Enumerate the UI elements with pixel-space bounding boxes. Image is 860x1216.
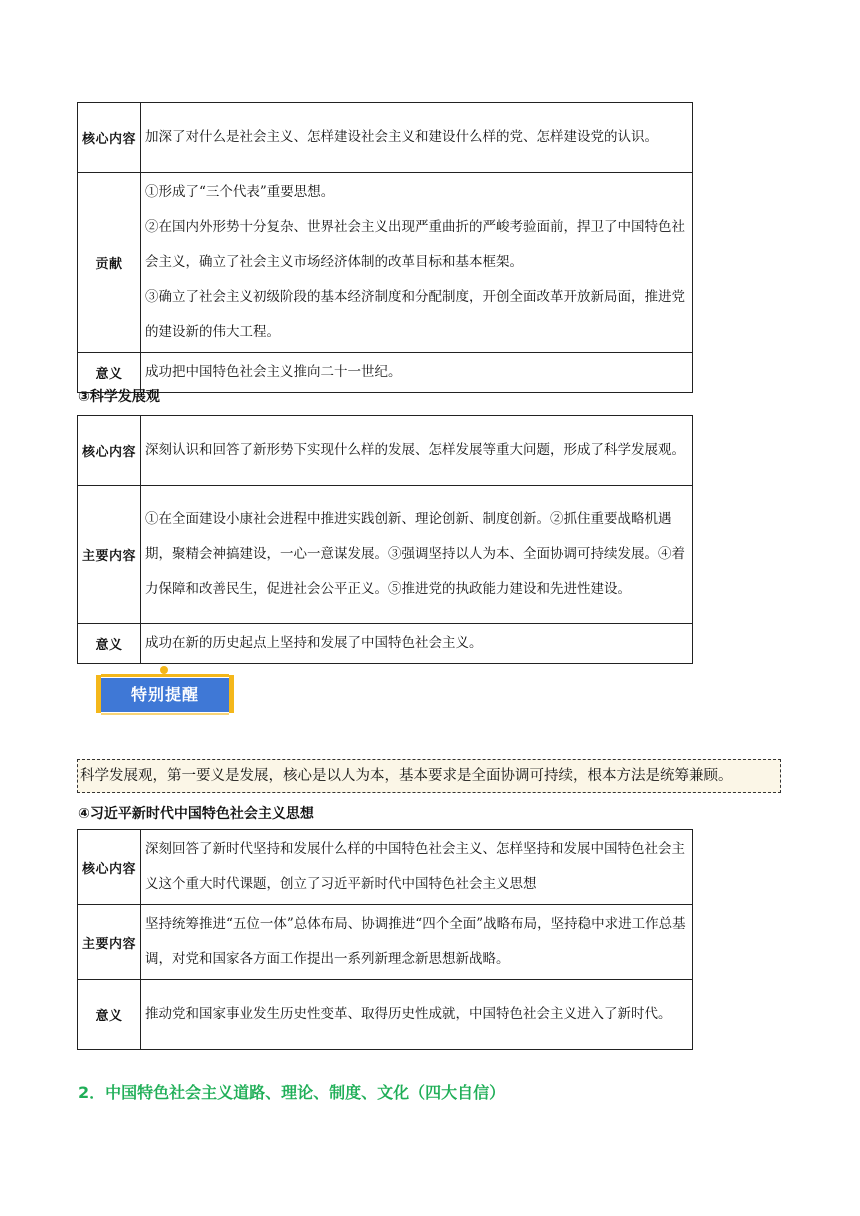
row-content: [141, 980, 693, 1050]
badge-dot: [160, 666, 168, 674]
row-content: [141, 830, 693, 905]
table-row: [78, 980, 693, 1050]
content-line: 坚持统筹推进“五位一体”总体布局、协调推进“四个全面”战略布局，坚持稳中求进工作总基调，对党和国家各方面工作提出一系列新理念新思想新战略。: [145, 916, 686, 967]
content-line: ①形成了“三个代表”重要思想。: [145, 184, 335, 200]
row-label: 意义: [78, 980, 141, 1050]
reminder-note: 科学发展观，第一要义是发展，核心是以人为本，基本要求是全面协调可持续，根本方法是统筹兼顾。: [77, 759, 781, 793]
content-line: ①在全面建设小康社会进程中推进实践创新、理论创新、制度创新。②抓住重要战略机遇期，聚精会神搞建设，一心一意谋发展。③强调坚持以人为本、全面协调可持续发展。④着力保障和改善民生，促进社会公平正义。⑤推进党的执政能力建设和先进性建设。: [145, 511, 685, 597]
section-heading-four-confidences: 2．中国特色社会主义道路、理论、制度、文化（四大自信）: [78, 1083, 506, 1102]
row-content: [141, 103, 693, 173]
row-label: 主要内容: [78, 905, 141, 980]
row-content: [141, 416, 693, 486]
row-label: 主要内容: [78, 486, 141, 624]
content-line: 深刻认识和回答了新形势下实现什么样的发展、怎样发展等重大问题，形成了科学发展观。: [145, 442, 685, 458]
row-content: [141, 624, 693, 664]
row-label: 核心内容: [78, 830, 141, 905]
table-row: [78, 486, 693, 624]
special-reminder-badge: [96, 666, 236, 720]
row-label: 意义: [78, 353, 141, 393]
badge-frame-bottom: [101, 713, 229, 715]
badge-frame-top: [101, 674, 229, 677]
content-line: ③确立了社会主义初级阶段的基本经济制度和分配制度，开创全面改革开放新局面，推进党的建设新的伟大工程。: [145, 289, 685, 340]
content-line: 成功在新的历史起点上坚持和发展了中国特色社会主义。: [145, 635, 483, 651]
content-line: 成功把中国特色社会主义推向二十一世纪。: [145, 364, 402, 380]
table-row: [78, 353, 693, 393]
table-row: [78, 905, 693, 980]
table-row: [78, 173, 693, 353]
badge-frame-right: [229, 675, 234, 713]
row-content: [141, 353, 693, 393]
row-label: 意义: [78, 624, 141, 664]
content-line: 深刻回答了新时代坚持和发展什么样的中国特色社会主义、怎样坚持和发展中国特色社会主义这个重大时代课题，创立了习近平新时代中国特色社会主义思想: [145, 841, 685, 892]
table-scientific-outlook: [77, 415, 693, 664]
badge-label: 特别提醒: [101, 678, 229, 712]
table-xi-thought: [77, 829, 693, 1050]
section-heading-xi-thought: ④习近平新时代中国特色社会主义思想: [78, 806, 314, 822]
content-line: 加深了对什么是社会主义、怎样建设社会主义和建设什么样的党、怎样建设党的认识。: [145, 129, 658, 145]
table-deng-three-represents: [77, 102, 693, 393]
content-line: 推动党和国家事业发生历史性变革、取得历史性成就，中国特色社会主义进入了新时代。: [145, 1006, 672, 1022]
content-line: ②在国内外形势十分复杂、世界社会主义出现严重曲折的严峻考验面前，捍卫了中国特色社会主义，确立了社会主义市场经济体制的改革目标和基本框架。: [145, 219, 685, 270]
row-content: [141, 905, 693, 980]
table-row: [78, 624, 693, 664]
row-label: 贡献: [78, 173, 141, 353]
table-row: [78, 103, 693, 173]
table-row: [78, 416, 693, 486]
row-content: [141, 486, 693, 624]
row-label: 核心内容: [78, 416, 141, 486]
row-label: 核心内容: [78, 103, 141, 173]
table-row: [78, 830, 693, 905]
row-content: [141, 173, 693, 353]
section-heading-scientific-outlook: ③科学发展观: [78, 389, 160, 405]
